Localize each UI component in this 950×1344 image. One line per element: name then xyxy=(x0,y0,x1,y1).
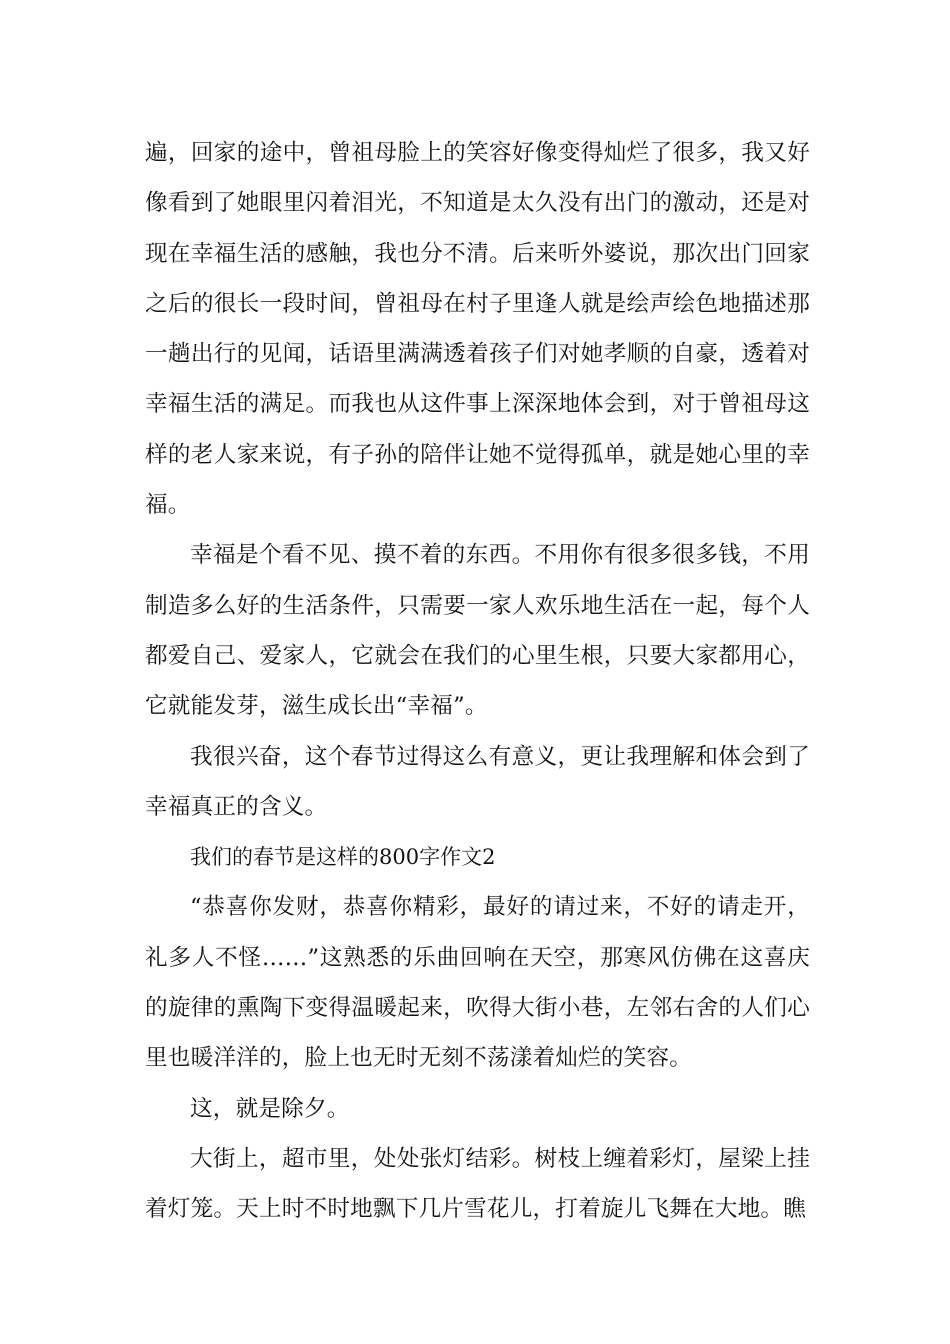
paragraph-new-years-eve: 这，就是除夕。 xyxy=(190,1095,350,1122)
paragraph-street: 大街上，超市里，处处张灯结彩。树枝上缠着彩灯，屋梁上挂着灯笼。天上时不时地飘下几片雪花儿，打着旋儿飞舞在大地。瞧 xyxy=(145,1145,810,1223)
document-body xyxy=(145,128,810,1235)
paragraph-excited: 我很兴奋，这个春节过得这么有意义，更让我理解和体会到了幸福真正的含义。 xyxy=(145,743,810,820)
paragraph-happiness: 幸福是个看不见、摸不着的东西。不用你有很多很多钱，不用制造多么好的生活条件，只需要一家人欢乐地生活在一起，每个人都爱自己、爱家人，它就会在我们的心里生根，只要大家都用心，它就能发芽，滋生成长出“幸福”。 xyxy=(145,542,810,720)
paragraph-song: “恭喜你发财，恭喜你精彩，最好的请过来，不好的请走开，礼多人不怪……”这熟悉的乐曲回响在天空，那寒风仿佛在这喜庆的旋律的熏陶下变得温暖起来，吹得大街小巷，左邻右舍的人们心里也暖洋洋的，脸上也无时无刻不荡漾着灿烂的笑容。 xyxy=(145,894,810,1072)
paragraph-continuation: 遍，回家的途中，曾祖母脸上的笑容好像变得灿烂了很多，我又好像看到了她眼里闪着泪光，不知道是太久没有出门的激动，还是对现在幸福生活的感触，我也分不清。后来听外婆说，那次出门回家之后的很长一段时间，曾祖母在村子里逢人就是绘声绘色地描述那一趟出行的见闻，话语里满满透着孩子们对她孝顺的自豪，透着对幸福生活的满足。而我也从这件事上深深地体会到，对于曾祖母这样的老人家来说，有子孙的陪伴让她不觉得孤单，就是她心里的幸福。 xyxy=(145,140,810,519)
essay-heading: 我们的春节是这样的800字作文2 xyxy=(190,845,496,870)
